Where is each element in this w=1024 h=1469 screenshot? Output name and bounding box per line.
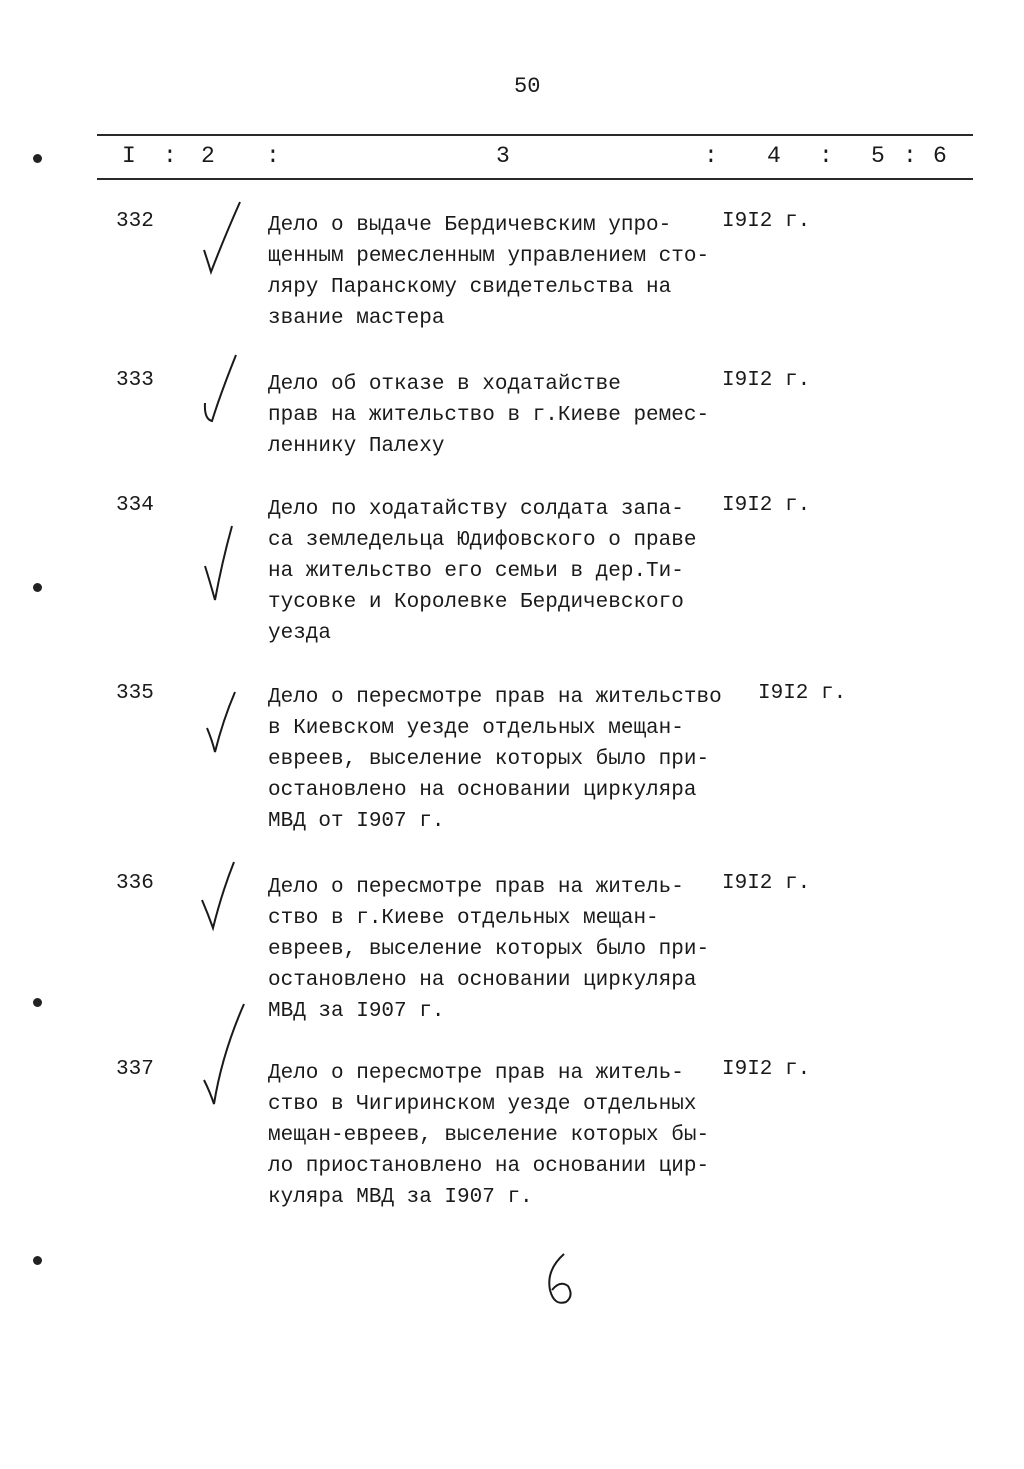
case-year: I9I2 г. — [758, 682, 847, 705]
checkmark-icon — [198, 202, 248, 287]
punch-hole-icon — [33, 1256, 42, 1265]
case-description — [268, 872, 738, 1027]
description-line: Дело о пересмотре прав на житель- — [268, 876, 684, 899]
case-description — [268, 682, 738, 837]
checkmark-icon — [200, 526, 250, 611]
header-separator: : — [903, 143, 917, 169]
description-line: МВД от I907 г. — [268, 810, 445, 833]
page-number: 50 — [514, 74, 541, 99]
description-line: евреев, выселение которых было при- — [268, 938, 710, 961]
case-number: 332 — [116, 210, 154, 233]
case-year: I9I2 г. — [722, 872, 811, 895]
header-col-2: 2 — [201, 143, 215, 169]
description-line: звание мастера — [268, 307, 445, 330]
description-line: Дело об отказе в ходатайстве — [268, 373, 621, 396]
description-line: куляра МВД за I907 г. — [268, 1186, 533, 1209]
punch-hole-icon — [33, 154, 42, 163]
case-year: I9I2 г. — [722, 369, 811, 392]
header-col-4: 4 — [767, 143, 781, 169]
description-line: МВД за I907 г. — [268, 1000, 445, 1023]
description-line: остановлено на основании циркуляра — [268, 779, 697, 802]
punch-hole-icon — [33, 998, 42, 1007]
description-line: Дело по ходатайству солдата запа- — [268, 498, 684, 521]
description-line: ство в г.Киеве отдельных мещан- — [268, 907, 659, 930]
description-line: в Киевском уезде отдельных мещан- — [268, 717, 684, 740]
case-description — [268, 494, 738, 649]
header-rule-bottom — [97, 178, 973, 180]
description-line: мещан-евреев, выселение которых бы- — [268, 1124, 710, 1147]
header-col-3: 3 — [496, 143, 510, 169]
header-separator: : — [266, 143, 280, 169]
header-col-5: 5 — [871, 143, 885, 169]
punch-hole-icon — [33, 583, 42, 592]
description-line: Дело о выдаче Бердичевским упро- — [268, 214, 672, 237]
description-line: евреев, выселение которых было при- — [268, 748, 710, 771]
case-year: I9I2 г. — [722, 1058, 811, 1081]
description-line: ляру Паранскому свидетельства на — [268, 276, 672, 299]
case-year: I9I2 г. — [722, 494, 811, 517]
checkmark-icon — [200, 1004, 250, 1119]
case-description — [268, 210, 738, 334]
checkmark-icon — [203, 692, 253, 777]
case-number: 333 — [116, 369, 154, 392]
description-line: ство в Чигиринском уезде отдельных — [268, 1093, 697, 1116]
header-separator: : — [819, 143, 833, 169]
case-number: 335 — [116, 682, 154, 705]
case-description — [268, 1058, 738, 1213]
description-line: уезда — [268, 622, 332, 645]
description-line: Дело о пересмотре прав на жительство — [268, 686, 722, 709]
header-separator: : — [163, 143, 177, 169]
case-number: 336 — [116, 872, 154, 895]
description-line: тусовке и Королевке Бердичевского — [268, 591, 684, 614]
description-line: на жительство его семьи в дер.Ти- — [268, 560, 684, 583]
header-col-6: 6 — [933, 143, 947, 169]
description-line: Дело о пересмотре прав на житель- — [268, 1062, 684, 1085]
case-year: I9I2 г. — [722, 210, 811, 233]
case-description — [268, 369, 738, 462]
description-line: ло приостановлено на основании цир- — [268, 1155, 710, 1178]
checkmark-icon — [198, 862, 248, 947]
header-separator: : — [704, 143, 718, 169]
description-line: прав на жительство в г.Киеве ремес- — [268, 404, 710, 427]
header-col-1: I — [122, 143, 136, 169]
description-line: леннику Палеху — [268, 435, 445, 458]
header-rule-top — [97, 134, 973, 136]
handwritten-mark — [540, 1250, 590, 1315]
case-number: 334 — [116, 494, 154, 517]
description-line: щенным ремесленным управлением сто- — [268, 245, 710, 268]
case-number: 337 — [116, 1058, 154, 1081]
checkmark-icon — [200, 355, 250, 440]
description-line: са земледельца Юдифовского о праве — [268, 529, 697, 552]
description-line: остановлено на основании циркуляра — [268, 969, 697, 992]
